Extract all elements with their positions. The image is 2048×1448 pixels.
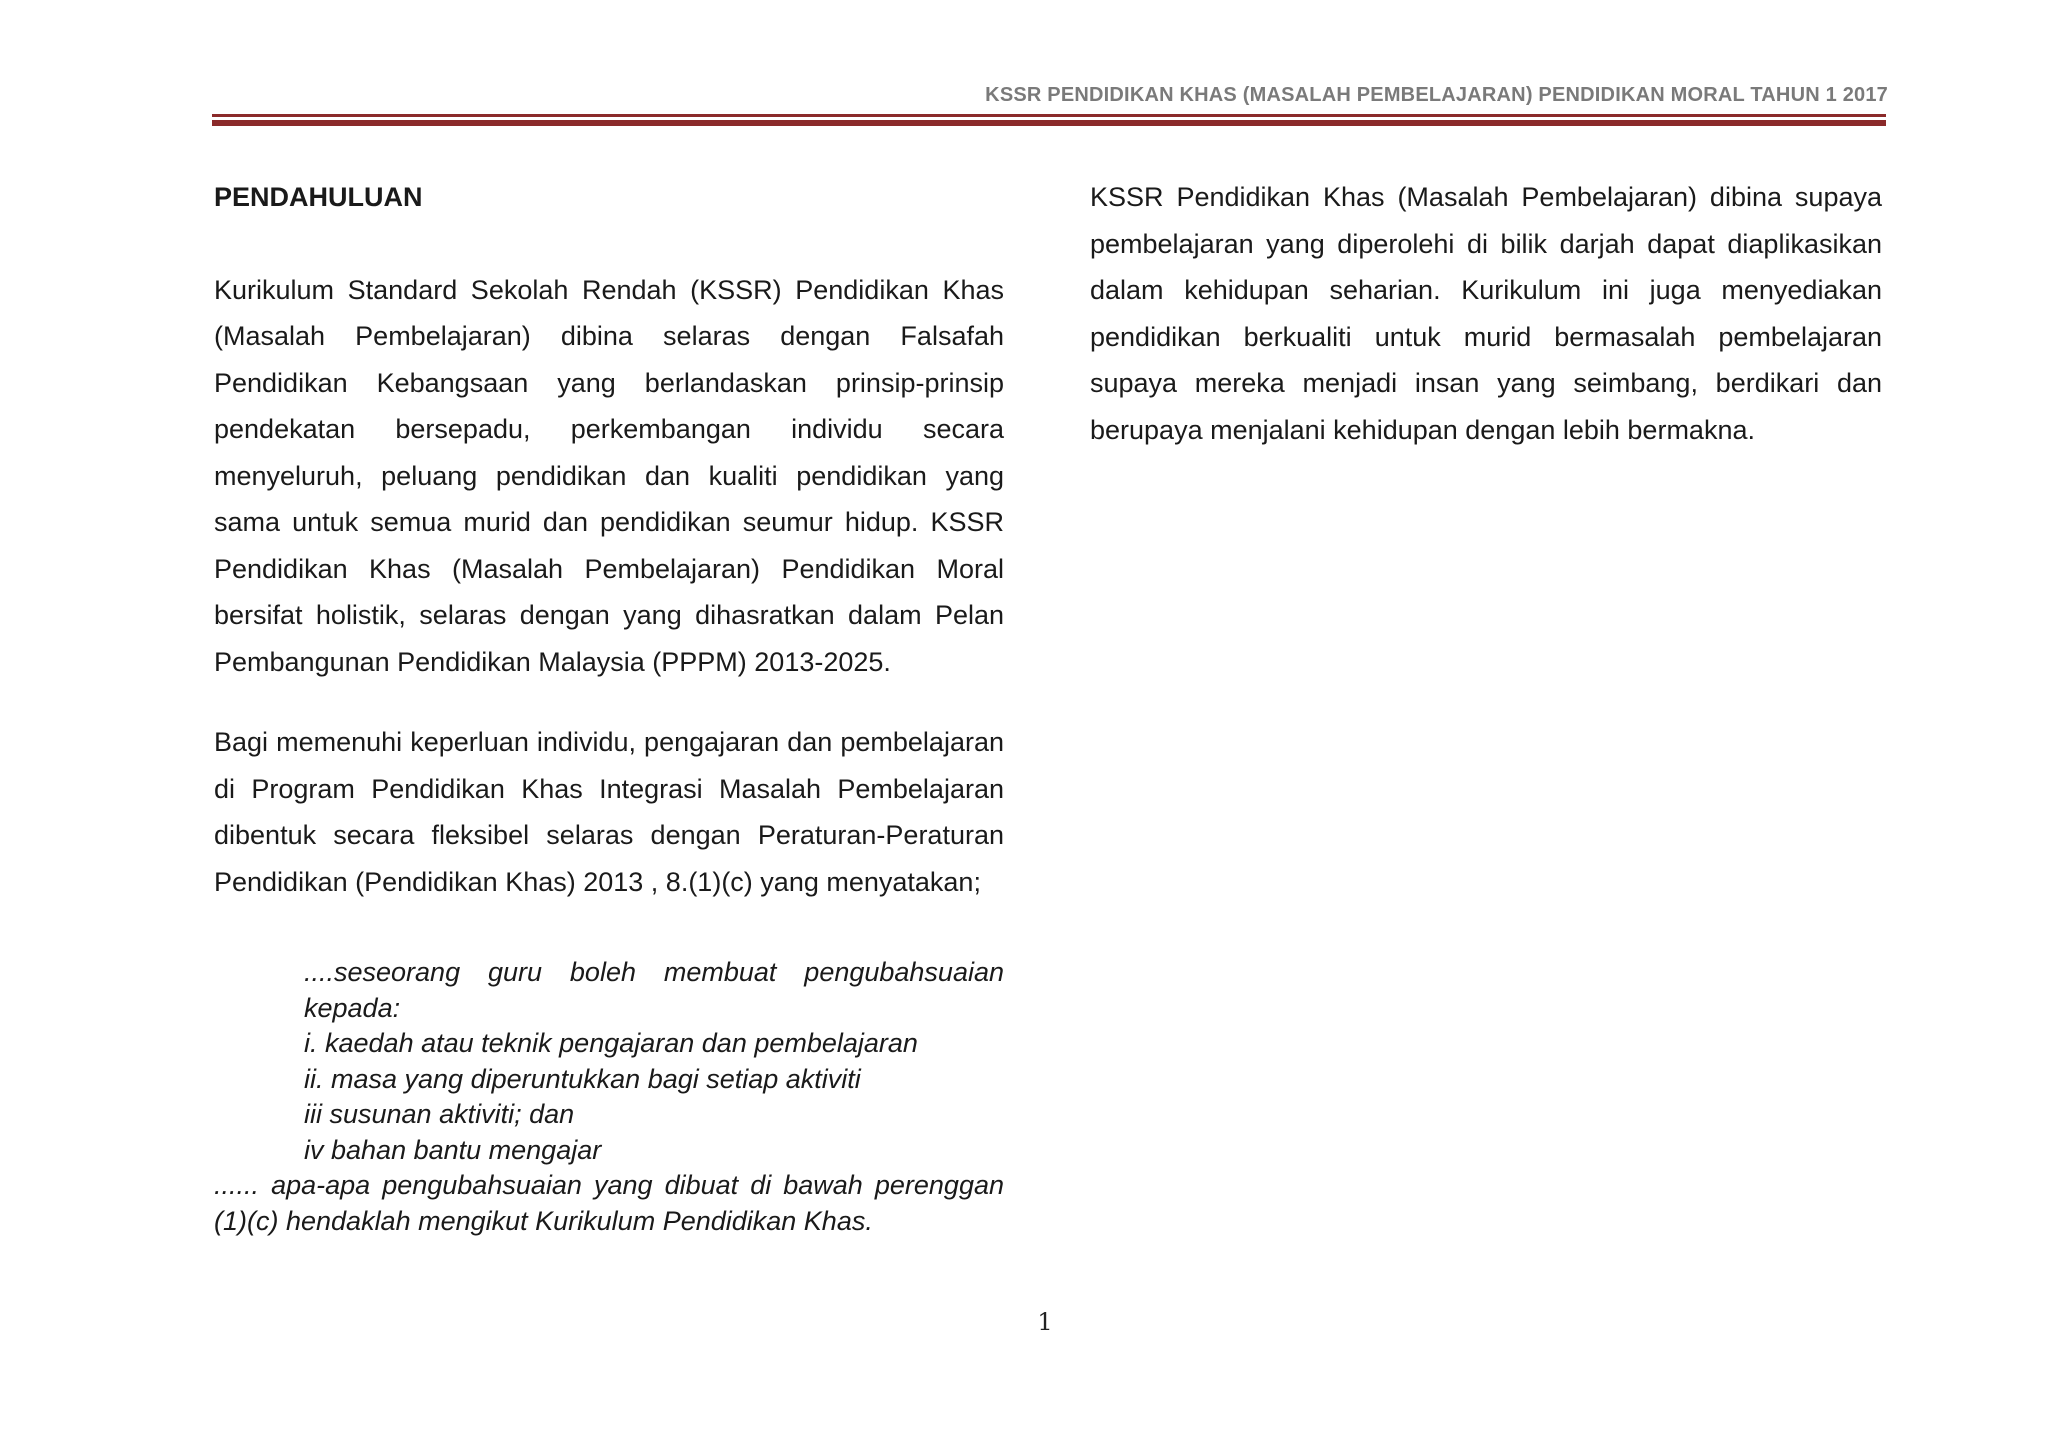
left-column: [214, 174, 1004, 1239]
quote-list-item: ii. masa yang diperuntukkan bagi setiap aktiviti: [304, 1063, 861, 1094]
curriculum-purpose-paragraph: KSSR Pendidikan Khas (Masalah Pembelajaran) dibina supaya pembelajaran yang diperolehi di bilik darjah dapat diaplikasikan dalam kehidupan seharian. Kurikulum ini juga menyediakan pendidikan berkualiti untuk murid bermasalah pembelajaran supaya mereka menjadi insan yang seimbang, berdikari dan berupaya menjalani kehidupan dengan lebih bermakna.: [1090, 182, 1882, 445]
page-number: 1: [1037, 1308, 1053, 1336]
running-header: KSSR PENDIDIKAN KHAS (MASALAH PEMBELAJARAN) PENDIDIKAN MORAL TAHUN 1 2017: [985, 84, 1888, 106]
right-column: [1090, 174, 1882, 453]
section-title: PENDAHULUAN: [214, 182, 423, 212]
quote-list-item: i. kaedah atau teknik pengajaran dan pembelajaran: [304, 1028, 918, 1058]
quote-list-item: iv bahan bantu mengajar: [304, 1134, 602, 1165]
header-rule-thick: [212, 120, 1886, 126]
quote-list-item: iii susunan aktiviti; dan: [304, 1099, 575, 1129]
regulation-quote: [214, 955, 1004, 1239]
quote-closing: ...... apa-apa pengubahsuaian yang dibuat di bawah perenggan (1)(c) hendaklah mengikut Kurikulum Pendidikan Khas.: [214, 1170, 1004, 1236]
header-rule-thin: [212, 114, 1886, 117]
quote-list: [214, 1026, 1004, 1168]
intro-paragraph: Kurikulum Standard Sekolah Rendah (KSSR) Pendidikan Khas (Masalah Pembelajaran) dibina selaras dengan Falsafah Pendidikan Kebangsaan yang berlandaskan prinsip-prinsip pendekatan bersepadu, perkembangan individu secara menyeluruh, peluang pendidikan dan kualiti pendidikan yang sama untuk semua murid dan pendidikan seumur hidup. KSSR Pendidikan Khas (Masalah Pembelajaran) Pendidikan Moral bersifat holistik, selaras dengan yang dihasratkan dalam Pelan Pembangunan Pendidikan Malaysia (PPPM) 2013-2025.: [214, 274, 1004, 677]
flexibility-paragraph: Bagi memenuhi keperluan individu, pengajaran dan pembelajaran di Program Pendidikan Khas Integrasi Masalah Pembelajaran dibentuk secara fleksibel selaras dengan Peraturan-Peraturan Pendidikan (Pendidikan Khas) 2013 , 8.(1)(c) yang menyatakan;: [214, 727, 1004, 897]
quote-intro: ....seseorang guru boleh membuat pengubahsuaian kepada:: [304, 957, 1004, 1023]
